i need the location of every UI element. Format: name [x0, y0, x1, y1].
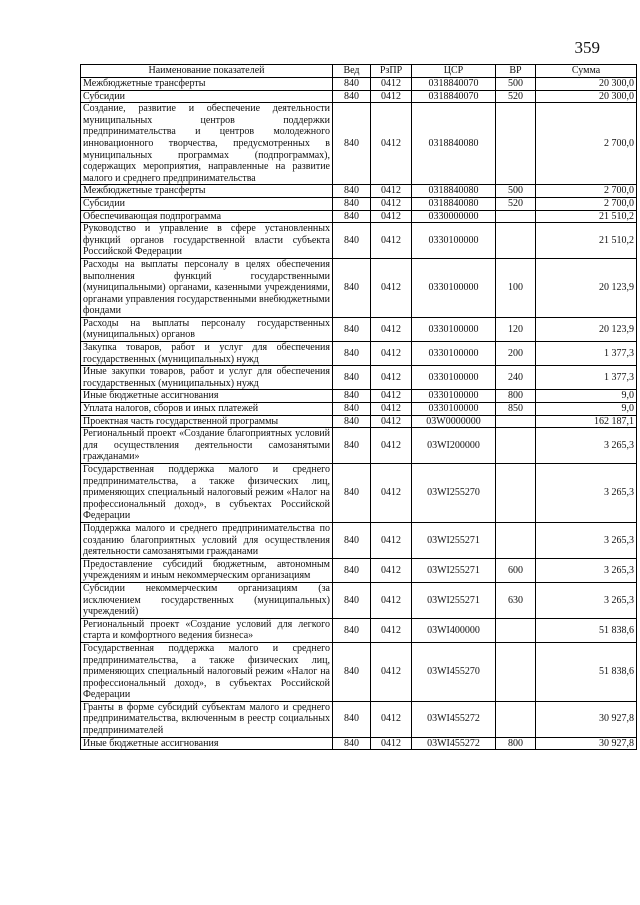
- header-sum: Сумма: [536, 65, 637, 78]
- row-rzpr: 0412: [371, 582, 412, 618]
- row-csr: 03WI255271: [412, 582, 496, 618]
- row-ved: 840: [333, 197, 371, 210]
- row-ved: 840: [333, 618, 371, 642]
- row-vr: 520: [496, 90, 536, 103]
- table-row: [81, 390, 637, 403]
- row-rzpr: 0412: [371, 522, 412, 558]
- page-number: 359: [574, 38, 600, 57]
- row-ved: 840: [333, 258, 371, 317]
- table-row: [81, 317, 637, 341]
- row-ved: 840: [333, 464, 371, 523]
- row-name: Государственная поддержка малого и среднего предпринимательства, а также физических лиц, применяющих специальный налоговый режим «Налог на профессиональный доход», в субъектах Российской Федерации: [81, 642, 333, 701]
- row-ved: 840: [333, 103, 371, 185]
- row-sum: 20 300,0: [536, 90, 637, 103]
- row-ved: 840: [333, 582, 371, 618]
- row-csr: 03WI255271: [412, 522, 496, 558]
- table-row: [81, 78, 637, 91]
- row-csr: 0318840070: [412, 78, 496, 91]
- row-sum: 162 187,1: [536, 415, 637, 428]
- table-row: [81, 464, 637, 523]
- row-rzpr: 0412: [371, 464, 412, 523]
- row-csr: 0318840070: [412, 90, 496, 103]
- row-rzpr: 0412: [371, 701, 412, 737]
- table-row: [81, 103, 637, 185]
- row-ved: 840: [333, 522, 371, 558]
- row-rzpr: 0412: [371, 403, 412, 416]
- row-name: Расходы на выплаты персоналу в целях обеспечения выполнения функций государственными (муниципальными) органами, казенными учреждениями, органами управления государственными внебюджетными фондами: [81, 258, 333, 317]
- row-vr: 800: [496, 737, 536, 750]
- row-name: Расходы на выплаты персоналу государственных (муниципальных) органов: [81, 317, 333, 341]
- row-ved: 840: [333, 415, 371, 428]
- row-name: Предоставление субсидий бюджетным, автономным учреждениям и иным некоммерческим организациям: [81, 558, 333, 582]
- row-sum: 51 838,6: [536, 618, 637, 642]
- header-ved: Вед: [333, 65, 371, 78]
- row-sum: 21 510,2: [536, 210, 637, 223]
- row-ved: 840: [333, 210, 371, 223]
- row-rzpr: 0412: [371, 90, 412, 103]
- row-vr: 800: [496, 390, 536, 403]
- table-row: [81, 701, 637, 737]
- row-vr: [496, 415, 536, 428]
- row-sum: 3 265,3: [536, 582, 637, 618]
- row-vr: [496, 522, 536, 558]
- row-sum: 1 377,3: [536, 342, 637, 366]
- row-rzpr: 0412: [371, 317, 412, 341]
- row-ved: 840: [333, 342, 371, 366]
- row-ved: 840: [333, 642, 371, 701]
- row-sum: 30 927,8: [536, 737, 637, 750]
- row-csr: 03WI255271: [412, 558, 496, 582]
- row-vr: 520: [496, 197, 536, 210]
- row-name: Иные бюджетные ассигнования: [81, 737, 333, 750]
- row-name: Региональный проект «Создание благоприятных условий для осуществления деятельности самозанятыми гражданами»: [81, 428, 333, 464]
- row-vr: 200: [496, 342, 536, 366]
- table-row: [81, 258, 637, 317]
- row-rzpr: 0412: [371, 558, 412, 582]
- row-vr: [496, 223, 536, 259]
- row-csr: 0318840080: [412, 103, 496, 185]
- table-row: [81, 642, 637, 701]
- table-row: [81, 366, 637, 390]
- row-sum: 3 265,3: [536, 558, 637, 582]
- row-vr: [496, 103, 536, 185]
- row-ved: 840: [333, 78, 371, 91]
- row-csr: 03WI200000: [412, 428, 496, 464]
- row-csr: 0330100000: [412, 258, 496, 317]
- row-sum: 3 265,3: [536, 522, 637, 558]
- row-ved: 840: [333, 428, 371, 464]
- row-name: Создание, развитие и обеспечение деятельности муниципальных центров поддержки предпринимательства и центров молодежного инновационного творчества, предусмотренных в муниципальных программах (подпрограммах), содержащих мероприятия, направленные на развитие малого и среднего предпринимательства: [81, 103, 333, 185]
- row-csr: 03WI255270: [412, 464, 496, 523]
- row-rzpr: 0412: [371, 197, 412, 210]
- row-csr: 03WI455272: [412, 737, 496, 750]
- table-row: [81, 737, 637, 750]
- table-row: [81, 522, 637, 558]
- row-sum: 30 927,8: [536, 701, 637, 737]
- row-name: Региональный проект «Создание условий для легкого старта и комфортного ведения бизнеса»: [81, 618, 333, 642]
- row-name: Межбюджетные трансферты: [81, 78, 333, 91]
- row-vr: [496, 464, 536, 523]
- row-rzpr: 0412: [371, 78, 412, 91]
- row-name: Субсидии: [81, 90, 333, 103]
- row-rzpr: 0412: [371, 737, 412, 750]
- header-vr: ВР: [496, 65, 536, 78]
- table-row: [81, 223, 637, 259]
- row-vr: [496, 642, 536, 701]
- row-sum: 3 265,3: [536, 428, 637, 464]
- row-ved: 840: [333, 701, 371, 737]
- row-csr: 0330100000: [412, 390, 496, 403]
- row-vr: 500: [496, 185, 536, 198]
- row-ved: 840: [333, 185, 371, 198]
- row-csr: 03WI400000: [412, 618, 496, 642]
- row-csr: 03WI455272: [412, 701, 496, 737]
- budget-table: [80, 64, 637, 750]
- row-csr: 0330000000: [412, 210, 496, 223]
- row-name: Поддержка малого и среднего предпринимательства по созданию благоприятных условий для осуществления деятельности самозанятыми гражданами: [81, 522, 333, 558]
- row-ved: 840: [333, 317, 371, 341]
- row-csr: 0330100000: [412, 317, 496, 341]
- row-vr: 600: [496, 558, 536, 582]
- table-row: [81, 210, 637, 223]
- row-rzpr: 0412: [371, 210, 412, 223]
- row-csr: 0330100000: [412, 366, 496, 390]
- header-rzpr: РзПР: [371, 65, 412, 78]
- row-rzpr: 0412: [371, 642, 412, 701]
- row-csr: 03WI455270: [412, 642, 496, 701]
- row-vr: 500: [496, 78, 536, 91]
- table-body: [81, 78, 637, 750]
- header-csr: ЦСР: [412, 65, 496, 78]
- row-rzpr: 0412: [371, 428, 412, 464]
- row-csr: 0318840080: [412, 197, 496, 210]
- row-name: Закупка товаров, работ и услуг для обеспечения государственных (муниципальных) нужд: [81, 342, 333, 366]
- row-ved: 840: [333, 366, 371, 390]
- table-row: [81, 403, 637, 416]
- row-rzpr: 0412: [371, 258, 412, 317]
- row-sum: 20 123,9: [536, 258, 637, 317]
- row-name: Межбюджетные трансферты: [81, 185, 333, 198]
- row-rzpr: 0412: [371, 390, 412, 403]
- row-name: Государственная поддержка малого и среднего предпринимательства, а также физических лиц, применяющих специальный налоговый режим «Налог на профессиональный доход», в субъектах Российской Федерации: [81, 464, 333, 523]
- row-sum: 2 700,0: [536, 185, 637, 198]
- row-rzpr: 0412: [371, 366, 412, 390]
- header-name: Наименование показателей: [81, 65, 333, 78]
- row-sum: 51 838,6: [536, 642, 637, 701]
- row-vr: 850: [496, 403, 536, 416]
- row-vr: 630: [496, 582, 536, 618]
- row-ved: 840: [333, 737, 371, 750]
- row-name: Обеспечивающая подпрограмма: [81, 210, 333, 223]
- row-rzpr: 0412: [371, 223, 412, 259]
- row-vr: [496, 428, 536, 464]
- table-row: [81, 197, 637, 210]
- row-name: Иные закупки товаров, работ и услуг для обеспечения государственных (муниципальных) нужд: [81, 366, 333, 390]
- row-sum: 20 123,9: [536, 317, 637, 341]
- row-vr: 120: [496, 317, 536, 341]
- row-sum: 9,0: [536, 403, 637, 416]
- row-vr: [496, 210, 536, 223]
- table-header-row: [81, 65, 637, 78]
- row-name: Уплата налогов, сборов и иных платежей: [81, 403, 333, 416]
- row-ved: 840: [333, 558, 371, 582]
- table-row: [81, 618, 637, 642]
- row-csr: 03W0000000: [412, 415, 496, 428]
- row-sum: 9,0: [536, 390, 637, 403]
- table-row: [81, 415, 637, 428]
- row-rzpr: 0412: [371, 415, 412, 428]
- row-sum: 3 265,3: [536, 464, 637, 523]
- row-csr: 0330100000: [412, 223, 496, 259]
- row-name: Субсидии: [81, 197, 333, 210]
- row-name: Субсидии некоммерческим организациям (за исключением государственных (муниципальных) учреждений): [81, 582, 333, 618]
- row-vr: 100: [496, 258, 536, 317]
- row-sum: 20 300,0: [536, 78, 637, 91]
- row-sum: 21 510,2: [536, 223, 637, 259]
- row-rzpr: 0412: [371, 103, 412, 185]
- table-row: [81, 185, 637, 198]
- table-row: [81, 582, 637, 618]
- row-rzpr: 0412: [371, 618, 412, 642]
- row-vr: 240: [496, 366, 536, 390]
- row-vr: [496, 701, 536, 737]
- row-sum: 2 700,0: [536, 197, 637, 210]
- row-name: Руководство и управление в сфере установленных функций органов государственной власти субъекта Российской Федерации: [81, 223, 333, 259]
- row-ved: 840: [333, 390, 371, 403]
- table-row: [81, 558, 637, 582]
- row-rzpr: 0412: [371, 185, 412, 198]
- row-csr: 0318840080: [412, 185, 496, 198]
- row-ved: 840: [333, 90, 371, 103]
- row-name: Гранты в форме субсидий субъектам малого и среднего предпринимательства, включенным в реестр социальных предпринимателей: [81, 701, 333, 737]
- row-name: Иные бюджетные ассигнования: [81, 390, 333, 403]
- row-ved: 840: [333, 223, 371, 259]
- row-csr: 0330100000: [412, 403, 496, 416]
- table-row: [81, 428, 637, 464]
- row-ved: 840: [333, 403, 371, 416]
- row-sum: 2 700,0: [536, 103, 637, 185]
- row-vr: [496, 618, 536, 642]
- row-rzpr: 0412: [371, 342, 412, 366]
- row-name: Проектная часть государственной программы: [81, 415, 333, 428]
- table-row: [81, 342, 637, 366]
- row-sum: 1 377,3: [536, 366, 637, 390]
- table-row: [81, 90, 637, 103]
- row-csr: 0330100000: [412, 342, 496, 366]
